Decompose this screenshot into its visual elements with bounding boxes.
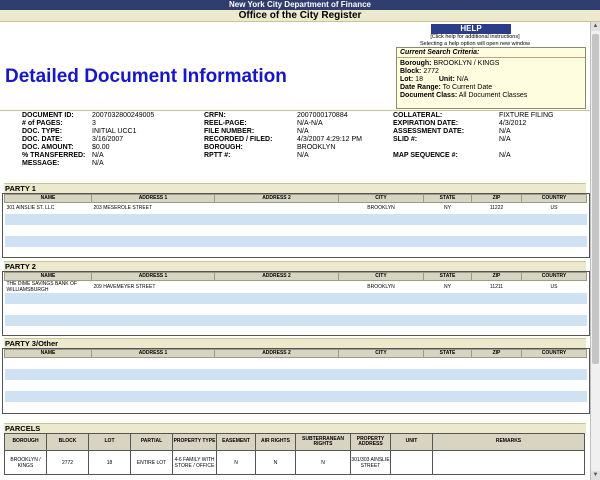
col-header-country: COUNTRY bbox=[522, 195, 587, 203]
parcels-header: PARCELS bbox=[4, 423, 586, 433]
col-header-borough: BOROUGH bbox=[5, 434, 47, 451]
col-header-state: STATE bbox=[424, 350, 472, 358]
parcels-table-header bbox=[5, 434, 585, 451]
parcel-address: 301/303 AINSLIE STREET bbox=[351, 451, 391, 475]
col-header-air-rights: AIR RIGHTS bbox=[256, 434, 296, 451]
info-label: MESSAGE: bbox=[22, 160, 60, 167]
parcel-block: 2772 bbox=[47, 451, 89, 475]
col-header-address1: ADDRESS 1 bbox=[92, 273, 215, 281]
info-row bbox=[393, 136, 579, 144]
parcel-partial: ENTIRE LOT bbox=[131, 451, 173, 475]
party-name: 301 AINSLIE ST. LLC bbox=[5, 203, 92, 214]
party3-table bbox=[4, 349, 587, 402]
table-row bbox=[5, 236, 587, 247]
info-row bbox=[204, 120, 387, 128]
party-country: US bbox=[522, 281, 587, 294]
party-name: THE DIME SAVINGS BANK OF WILLIAMSBURGH bbox=[5, 281, 92, 294]
party-country: US bbox=[522, 203, 587, 214]
table-row bbox=[5, 225, 587, 236]
info-row bbox=[22, 112, 172, 120]
party2-table bbox=[4, 272, 587, 326]
info-row bbox=[204, 112, 387, 120]
party-city: BROOKLYN bbox=[339, 203, 424, 214]
table-row bbox=[5, 281, 587, 294]
col-header-zip: ZIP bbox=[472, 273, 522, 281]
col-header-city: CITY bbox=[339, 195, 424, 203]
info-label: CRFN: bbox=[204, 112, 226, 119]
info-row bbox=[393, 112, 579, 120]
party-zip: 11211 bbox=[472, 281, 522, 294]
party-zip: 11222 bbox=[472, 203, 522, 214]
page-title: Detailed Document Information bbox=[5, 66, 287, 87]
info-value: N/A bbox=[499, 152, 511, 159]
party-table-header bbox=[5, 350, 587, 358]
parcel-easement: N bbox=[217, 451, 256, 475]
table-row bbox=[5, 304, 587, 315]
info-value: $0.00 bbox=[92, 144, 110, 151]
party2-header: PARTY 2 bbox=[4, 261, 586, 271]
party-address1: 209 HAVEMEYER STREET bbox=[92, 281, 215, 294]
col-header-country: COUNTRY bbox=[522, 350, 587, 358]
criteria-date-range bbox=[400, 84, 582, 92]
info-label: MAP SEQUENCE #: bbox=[393, 152, 458, 159]
col-header-country: COUNTRY bbox=[522, 273, 587, 281]
info-label: FILE NUMBER: bbox=[204, 128, 255, 135]
info-label: % TRANSFERRED: bbox=[22, 152, 86, 159]
info-label: REEL-PAGE: bbox=[204, 120, 247, 127]
criteria-borough-label: Borough: bbox=[400, 60, 432, 67]
col-header-lot: LOT bbox=[89, 434, 131, 451]
info-row bbox=[393, 152, 579, 160]
party-address1: 203 MESEROLE STREET bbox=[92, 203, 215, 214]
party1-table bbox=[4, 194, 587, 247]
info-label bbox=[393, 144, 499, 152]
office-header: Office of the City Register bbox=[0, 10, 600, 22]
col-header-zip: ZIP bbox=[472, 195, 522, 203]
parcel-property-type: 4-6 FAMILY WITH STORE / OFFICE bbox=[173, 451, 217, 475]
parcel-borough: BROOKLYN / KINGS bbox=[5, 451, 47, 475]
col-header-subterranean-rights: SUBTERRANEAN RIGHTS bbox=[296, 434, 351, 451]
party3-header: PARTY 3/Other bbox=[4, 338, 586, 348]
doc-info-column-2 bbox=[204, 112, 387, 160]
criteria-date-range-label: Date Range: bbox=[400, 84, 441, 91]
col-header-name: NAME bbox=[5, 350, 92, 358]
criteria-borough-value: BROOKLYN / KINGS bbox=[433, 60, 500, 67]
info-label: DOC. DATE: bbox=[22, 136, 63, 143]
parcels-table bbox=[4, 433, 585, 475]
col-header-zip: ZIP bbox=[472, 350, 522, 358]
info-value: 3 bbox=[92, 120, 96, 127]
info-row bbox=[22, 152, 172, 160]
criteria-doc-class bbox=[400, 92, 582, 100]
info-row bbox=[204, 152, 387, 160]
table-row bbox=[5, 203, 587, 214]
info-value: N/A-N/A bbox=[297, 120, 323, 127]
criteria-date-range-value: To Current Date bbox=[442, 84, 493, 91]
info-label: # of PAGES: bbox=[22, 120, 63, 127]
col-header-property-address: PROPERTY ADDRESS bbox=[351, 434, 391, 451]
criteria-doc-class-value: All Document Classes bbox=[458, 92, 528, 99]
info-label: DOCUMENT ID: bbox=[22, 112, 74, 119]
criteria-lot-label: Lot: bbox=[400, 76, 414, 83]
info-label: ASSESSMENT DATE: bbox=[393, 128, 465, 135]
info-row bbox=[393, 144, 579, 152]
info-label: COLLATERAL: bbox=[393, 112, 443, 119]
parcel-remarks bbox=[433, 451, 585, 475]
col-header-city: CITY bbox=[339, 350, 424, 358]
party-table-header bbox=[5, 273, 587, 281]
info-row bbox=[393, 128, 579, 136]
parcel-subterranean: N bbox=[296, 451, 351, 475]
info-row bbox=[22, 128, 172, 136]
criteria-lot-value: 18 bbox=[415, 76, 423, 83]
info-value: 3/16/2007 bbox=[92, 136, 124, 143]
party1-header: PARTY 1 bbox=[4, 183, 586, 193]
criteria-unit-value: N/A bbox=[456, 76, 469, 83]
parcel-lot: 18 bbox=[89, 451, 131, 475]
col-header-name: NAME bbox=[5, 273, 92, 281]
table-row bbox=[5, 358, 587, 369]
section-divider bbox=[0, 110, 600, 111]
info-row bbox=[204, 136, 387, 144]
table-row bbox=[5, 214, 587, 225]
vertical-scrollbar[interactable] bbox=[590, 22, 600, 480]
search-criteria-title: Current Search Criteria: bbox=[397, 48, 585, 58]
criteria-block bbox=[400, 68, 582, 76]
search-criteria-box bbox=[396, 47, 586, 109]
info-value: N/A bbox=[297, 152, 309, 159]
info-value: N/A bbox=[92, 152, 104, 159]
info-value: N/A bbox=[499, 128, 511, 135]
party-city: BROOKLYN bbox=[339, 281, 424, 294]
doc-info-column-1 bbox=[22, 112, 172, 168]
info-label: RPTT #: bbox=[204, 152, 231, 159]
scroll-up-icon[interactable]: ▲ bbox=[592, 23, 599, 29]
col-header-state: STATE bbox=[424, 273, 472, 281]
col-header-remarks: REMARKS bbox=[433, 434, 585, 451]
party-state: NY bbox=[424, 281, 472, 294]
help-new-window-note: Selecting a help option will open new window bbox=[419, 41, 531, 47]
info-row bbox=[22, 144, 172, 152]
col-header-property-type: PROPERTY TYPE bbox=[173, 434, 217, 451]
col-header-address2: ADDRESS 2 bbox=[215, 195, 339, 203]
info-value: 2007000170884 bbox=[297, 112, 348, 119]
help-instructions-text: [Click help for additional instructions] bbox=[430, 34, 520, 40]
info-value: 4/3/2007 4:29:12 PM bbox=[297, 136, 362, 143]
col-header-address2: ADDRESS 2 bbox=[215, 273, 339, 281]
info-label: DOC. TYPE: bbox=[22, 128, 63, 135]
col-header-address1: ADDRESS 1 bbox=[92, 195, 215, 203]
info-value: N/A bbox=[499, 136, 511, 143]
info-value: FIXTURE FILING bbox=[499, 112, 554, 119]
col-header-unit: UNIT bbox=[391, 434, 433, 451]
info-value bbox=[499, 144, 579, 152]
parcel-air-rights: N bbox=[256, 451, 296, 475]
doc-info-column-3 bbox=[393, 112, 579, 160]
info-value: 2007032800249005 bbox=[92, 112, 155, 119]
agency-header: New York City Department of Finance bbox=[0, 0, 600, 10]
info-row bbox=[204, 144, 387, 152]
info-value: N/A bbox=[297, 128, 309, 135]
criteria-lot-unit bbox=[400, 76, 582, 84]
table-row bbox=[5, 391, 587, 402]
party-address2 bbox=[215, 281, 339, 294]
info-value: 4/3/2012 bbox=[499, 120, 527, 127]
info-value: N/A bbox=[92, 160, 104, 167]
col-header-block: BLOCK bbox=[47, 434, 89, 451]
party-address2 bbox=[215, 203, 339, 214]
col-header-address2: ADDRESS 2 bbox=[215, 350, 339, 358]
table-row bbox=[5, 451, 585, 475]
criteria-borough bbox=[400, 60, 582, 68]
info-row bbox=[204, 128, 387, 136]
info-label: SLID #: bbox=[393, 136, 418, 143]
info-row bbox=[22, 136, 172, 144]
table-row bbox=[5, 293, 587, 304]
scroll-down-icon[interactable]: ▼ bbox=[592, 472, 599, 478]
info-value: BROOKLYN bbox=[297, 144, 336, 151]
info-row bbox=[393, 120, 579, 128]
col-header-partial: PARTIAL bbox=[131, 434, 173, 451]
info-label: BOROUGH: bbox=[204, 144, 243, 151]
info-label: RECORDED / FILED: bbox=[204, 136, 273, 143]
table-row bbox=[5, 315, 587, 326]
scroll-thumb[interactable] bbox=[592, 34, 599, 364]
criteria-block-value: 2772 bbox=[423, 68, 439, 75]
criteria-block-label: Block: bbox=[400, 68, 422, 75]
help-button[interactable]: HELP bbox=[431, 24, 511, 34]
info-label: EXPIRATION DATE: bbox=[393, 120, 459, 127]
parcel-unit bbox=[391, 451, 433, 475]
col-header-city: CITY bbox=[339, 273, 424, 281]
col-header-state: STATE bbox=[424, 195, 472, 203]
table-row bbox=[5, 369, 587, 380]
col-header-name: NAME bbox=[5, 195, 92, 203]
info-row bbox=[22, 160, 172, 168]
criteria-doc-class-label: Document Class: bbox=[400, 92, 458, 99]
party-state: NY bbox=[424, 203, 472, 214]
info-value: INITIAL UCC1 bbox=[92, 128, 137, 135]
col-header-address1: ADDRESS 1 bbox=[92, 350, 215, 358]
col-header-easement: EASEMENT bbox=[217, 434, 256, 451]
criteria-unit-label: Unit: bbox=[438, 76, 455, 83]
info-label: DOC. AMOUNT: bbox=[22, 144, 74, 151]
party-table-header bbox=[5, 195, 587, 203]
table-row bbox=[5, 380, 587, 391]
info-row bbox=[22, 120, 172, 128]
